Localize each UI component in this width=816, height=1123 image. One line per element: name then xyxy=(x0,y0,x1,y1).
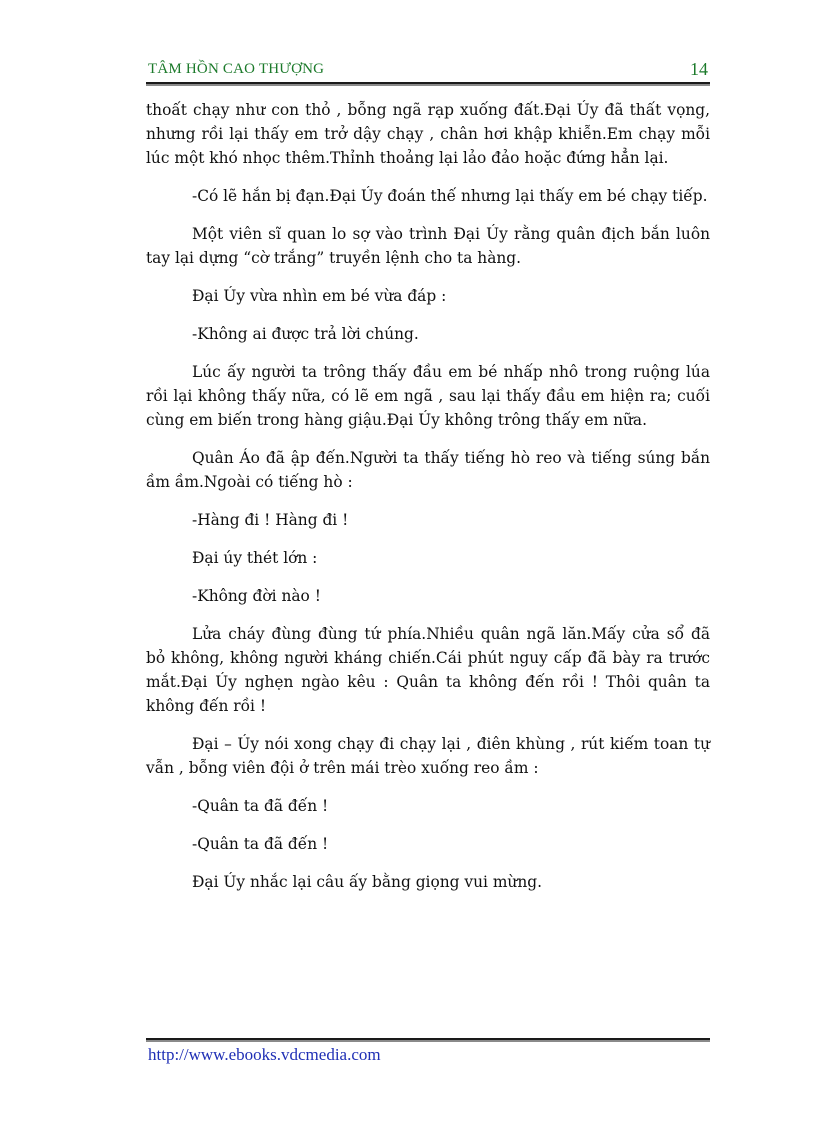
footer-website-link[interactable]: http://www.ebooks.vdcmedia.com xyxy=(148,1045,381,1064)
paragraph-12: Đại – Úy nói xong chạy đi chạy lại , điên khùng , rút kiếm toan tự vẫn , bỗng viên đội ở trên mái trèo xuống reo ầm : xyxy=(146,735,710,777)
paragraph-5: -Không ai được trả lời chúng. xyxy=(192,325,419,343)
body-text xyxy=(146,98,710,908)
paragraph-8: -Hàng đi ! Hàng đi ! xyxy=(192,511,349,529)
paragraph-4: Đại Úy vừa nhìn em bé vừa đáp : xyxy=(192,287,447,305)
paragraph-14: -Quân ta đã đến ! xyxy=(192,835,329,853)
paragraph-13: -Quân ta đã đến ! xyxy=(192,797,329,815)
page-header xyxy=(146,58,710,84)
paragraph-15: Đại Úy nhắc lại câu ấy bằng giọng vui mừng. xyxy=(192,873,542,891)
paragraph-7: Quân Áo đã ập đến.Người ta thấy tiếng hò reo và tiếng súng bắn ầm ầm.Ngoài có tiếng hò : xyxy=(146,449,710,491)
page-number: 14 xyxy=(690,59,708,79)
book-title: TÂM HỒN CAO THƯỢNG xyxy=(148,61,325,77)
paragraph-6: Lúc ấy người ta trông thấy đầu em bé nhấp nhô trong ruộng lúa rồi lại không thấy nữa, có lẽ em ngã , sau lại thấy đầu em hiện ra; cuối cùng em biến trong hàng giậu.Đại Úy không trông thấy em nữa. xyxy=(146,363,710,429)
paragraph-3: Một viên sĩ quan lo sợ vào trình Đại Úy rằng quân địch bắn luôn tay lại dựng “cờ trắng” truyền lệnh cho ta hàng. xyxy=(146,225,710,267)
paragraph-1: thoất chạy như con thỏ , bỗng ngã rạp xuống đất.Đại Úy đã thất vọng, nhưng rồi lại thấy em trở dậy chạy , chân hơi khập khiễn.Em chạy mỗi lúc một khó nhọc thêm.Thỉnh thoảng lại lảo đảo hoặc đứng hẳn lại. xyxy=(146,101,710,167)
paragraph-9: Đại úy thét lớn : xyxy=(192,549,318,567)
footer-divider xyxy=(146,1038,710,1040)
paragraph-11: Lửa cháy đùng đùng tứ phía.Nhiều quân ngã lăn.Mấy cửa sổ đã bỏ không, không người kháng chiến.Cái phút nguy cấp đã bày ra trước mắt.Đại Úy nghẹn ngào kêu : Quân ta không đến rồi ! Thôi quân ta không đến rồi ! xyxy=(146,625,710,715)
paragraph-2: -Có lẽ hắn bị đạn.Đại Úy đoán thế nhưng lại thấy em bé chạy tiếp. xyxy=(192,187,708,205)
paragraph-10: -Không đời nào ! xyxy=(192,587,321,605)
